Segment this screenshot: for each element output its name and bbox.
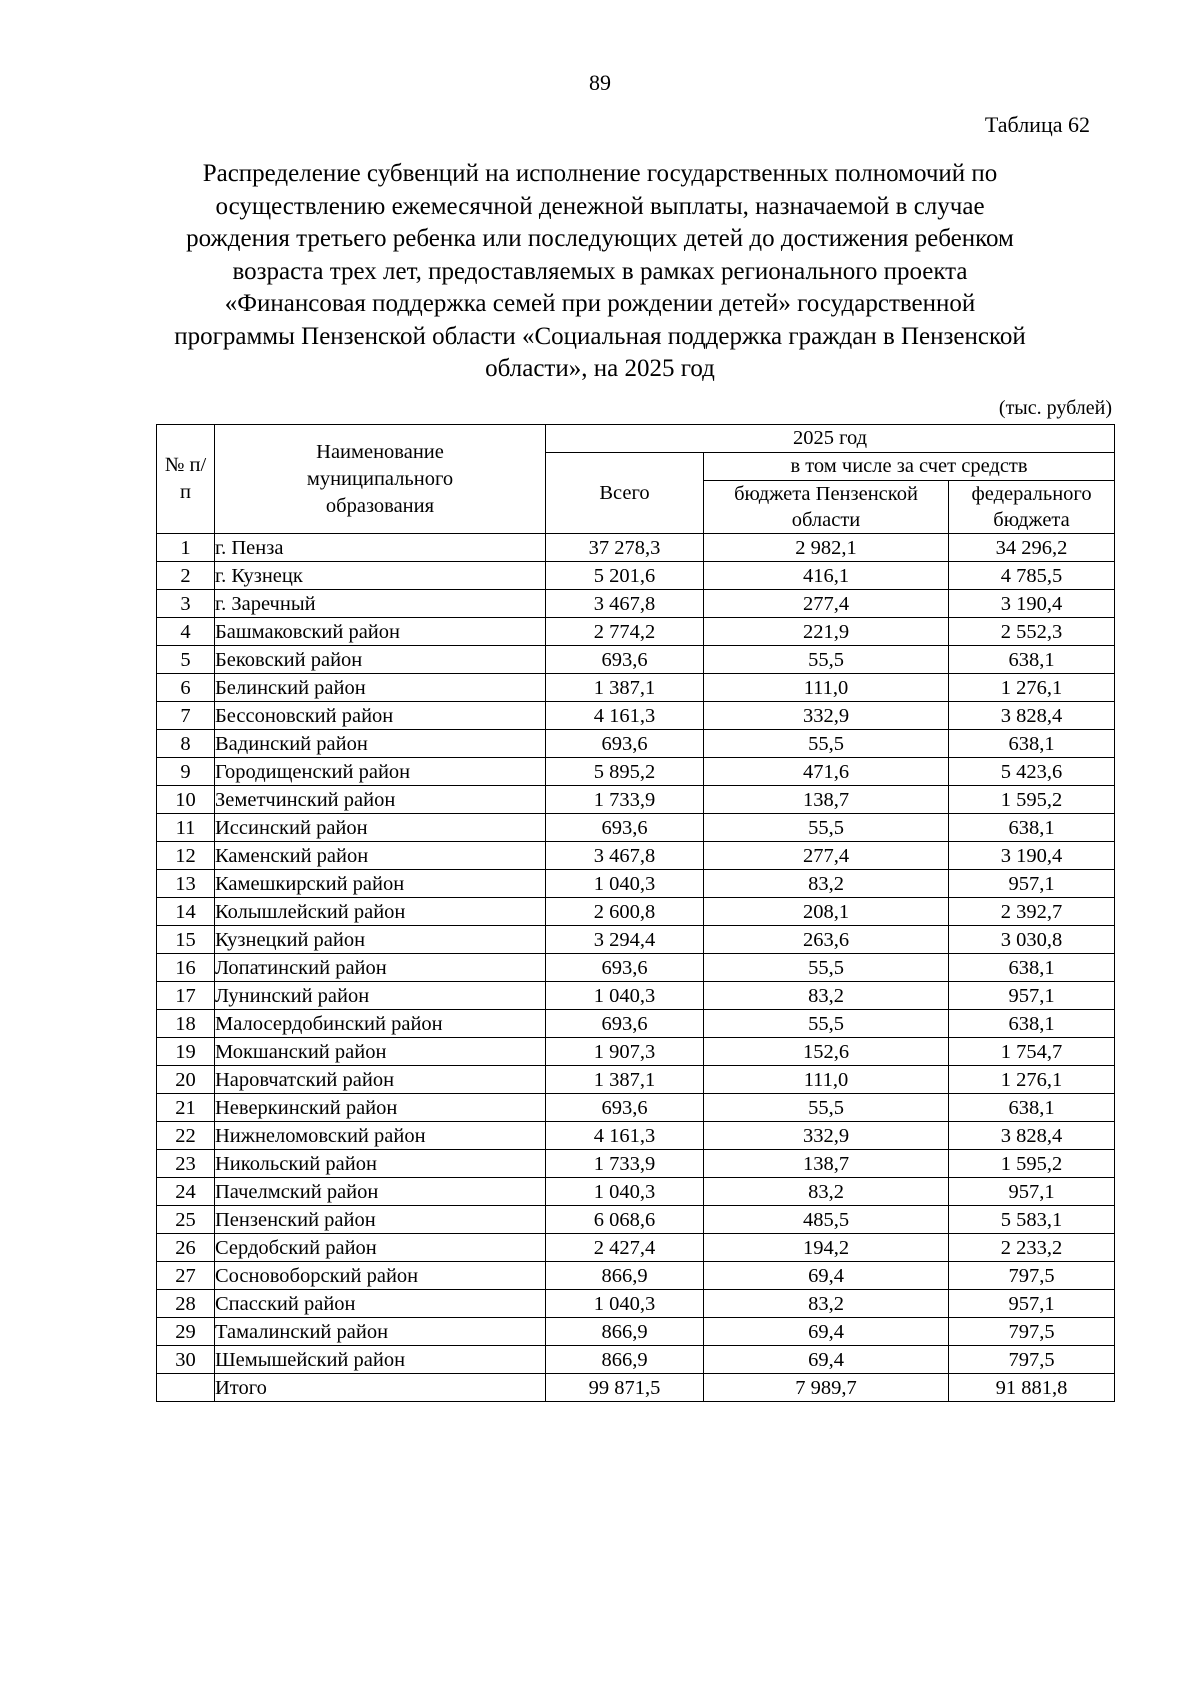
municipality-name: Бековский район	[215, 646, 546, 674]
total-value: 1 040,3	[546, 982, 704, 1010]
title-line: программы Пензенской области «Социальная поддержка граждан в Пензенской	[174, 322, 1026, 350]
federal-budget-value: 797,5	[949, 1262, 1115, 1290]
total-value: 1 907,3	[546, 1038, 704, 1066]
total-value: 693,6	[546, 814, 704, 842]
federal-budget-value: 957,1	[949, 870, 1115, 898]
header-including: в том числе за счет средств	[704, 453, 1115, 481]
municipality-name: Иссинский район	[215, 814, 546, 842]
federal-budget-value: 957,1	[949, 1178, 1115, 1206]
table-row	[157, 926, 1115, 954]
table-row	[157, 590, 1115, 618]
row-number: 22	[157, 1122, 215, 1150]
title-line: Распределение субвенций на исполнение государственных полномочий по	[202, 160, 998, 187]
total-value: 6 068,6	[546, 1206, 704, 1234]
table-row	[157, 646, 1115, 674]
total-value: 1 387,1	[546, 1066, 704, 1094]
municipality-name: Белинский район	[215, 674, 546, 702]
federal-budget-value: 957,1	[949, 982, 1115, 1010]
total-value: 866,9	[546, 1346, 704, 1374]
row-number: 28	[157, 1290, 215, 1318]
table-row	[157, 1206, 1115, 1234]
row-number: 3	[157, 590, 215, 618]
federal-budget-value: 638,1	[949, 954, 1115, 982]
municipality-name: Неверкинский район	[215, 1094, 546, 1122]
table-row	[157, 1346, 1115, 1374]
total-value: 99 871,5	[546, 1374, 704, 1402]
total-row	[157, 1374, 1115, 1402]
regional-budget-value: 138,7	[704, 786, 949, 814]
row-number: 11	[157, 814, 215, 842]
federal-budget-value: 3 828,4	[949, 1122, 1115, 1150]
row-number: 26	[157, 1234, 215, 1262]
total-value: 1 040,3	[546, 1178, 704, 1206]
regional-budget-value: 83,2	[704, 982, 949, 1010]
row-number: 4	[157, 618, 215, 646]
total-value: 693,6	[546, 730, 704, 758]
regional-budget-value: 69,4	[704, 1318, 949, 1346]
row-number: 24	[157, 1178, 215, 1206]
federal-budget-value: 2 392,7	[949, 898, 1115, 926]
federal-budget-value: 5 423,6	[949, 758, 1115, 786]
federal-budget-value: 3 828,4	[949, 702, 1115, 730]
row-number: 9	[157, 758, 215, 786]
table-row	[157, 786, 1115, 814]
table-row	[157, 562, 1115, 590]
units-note: (тыс. рублей)	[998, 397, 1112, 419]
municipality-name: Бессоновский район	[215, 702, 546, 730]
regional-budget-value: 194,2	[704, 1234, 949, 1262]
regional-budget-value: 471,6	[704, 758, 949, 786]
federal-budget-value: 3 190,4	[949, 842, 1115, 870]
regional-budget-value: 221,9	[704, 618, 949, 646]
total-value: 2 774,2	[546, 618, 704, 646]
total-value: 2 427,4	[546, 1234, 704, 1262]
municipality-name: Тамалинский район	[215, 1318, 546, 1346]
total-value: 693,6	[546, 1094, 704, 1122]
total-value: 3 467,8	[546, 842, 704, 870]
municipality-name: Кузнецкий район	[215, 926, 546, 954]
federal-budget-value: 1 595,2	[949, 786, 1115, 814]
municipality-name: Городищенский район	[215, 758, 546, 786]
table-row	[157, 702, 1115, 730]
federal-budget-value: 34 296,2	[949, 534, 1115, 562]
regional-budget-value: 277,4	[704, 590, 949, 618]
table-row	[157, 954, 1115, 982]
header-name: Наименование муниципального образования	[215, 425, 546, 534]
federal-budget-value: 638,1	[949, 1010, 1115, 1038]
municipality-name: Сосновоборский район	[215, 1262, 546, 1290]
total-value: 866,9	[546, 1318, 704, 1346]
row-number: 16	[157, 954, 215, 982]
regional-budget-value: 138,7	[704, 1150, 949, 1178]
table-label: Таблица 62	[984, 112, 1090, 137]
federal-budget-value: 797,5	[949, 1318, 1115, 1346]
federal-budget-value: 3 190,4	[949, 590, 1115, 618]
municipality-name: Нижнеломовский район	[215, 1122, 546, 1150]
regional-budget-value: 263,6	[704, 926, 949, 954]
row-number: 8	[157, 730, 215, 758]
municipality-name: Башмаковский район	[215, 618, 546, 646]
federal-budget-value: 638,1	[949, 814, 1115, 842]
municipality-name: Никольский район	[215, 1150, 546, 1178]
federal-budget-value: 638,1	[949, 646, 1115, 674]
title-line: «Финансовая поддержка семей при рождении детей» государственной	[224, 290, 976, 317]
subsidy-table	[156, 424, 1115, 1402]
table-row	[157, 1178, 1115, 1206]
row-number: 14	[157, 898, 215, 926]
regional-budget-value: 83,2	[704, 1178, 949, 1206]
municipality-name: Колышлейский район	[215, 898, 546, 926]
table-row	[157, 730, 1115, 758]
title-line: области», на 2025 год	[485, 355, 715, 382]
regional-budget-value: 69,4	[704, 1262, 949, 1290]
row-number	[157, 1374, 215, 1402]
regional-budget-value: 55,5	[704, 1094, 949, 1122]
table-row	[157, 1038, 1115, 1066]
table-row	[157, 674, 1115, 702]
regional-budget-value: 111,0	[704, 1066, 949, 1094]
municipality-name: Камешкирский район	[215, 870, 546, 898]
municipality-name: Пензенский район	[215, 1206, 546, 1234]
total-value: 1 040,3	[546, 1290, 704, 1318]
table-row	[157, 758, 1115, 786]
document-title	[105, 158, 1095, 386]
row-number: 7	[157, 702, 215, 730]
total-value: 1 733,9	[546, 1150, 704, 1178]
header-year: 2025 год	[546, 425, 1115, 453]
table-row	[157, 618, 1115, 646]
total-value: 3 294,4	[546, 926, 704, 954]
municipality-name: г. Заречный	[215, 590, 546, 618]
title-line: возраста трех лет, предоставляемых в рамках регионального проекта	[232, 257, 968, 285]
regional-budget-value: 208,1	[704, 898, 949, 926]
regional-budget-value: 55,5	[704, 1010, 949, 1038]
regional-budget-value: 83,2	[704, 1290, 949, 1318]
table-row	[157, 1066, 1115, 1094]
total-value: 37 278,3	[546, 534, 704, 562]
table-row	[157, 1234, 1115, 1262]
federal-budget-value: 91 881,8	[949, 1374, 1115, 1402]
regional-budget-value: 69,4	[704, 1346, 949, 1374]
table-row	[157, 814, 1115, 842]
municipality-name: Шемышейский район	[215, 1346, 546, 1374]
row-number: 30	[157, 1346, 215, 1374]
row-number: 6	[157, 674, 215, 702]
municipality-name: Каменский район	[215, 842, 546, 870]
row-number: 1	[157, 534, 215, 562]
table-body	[157, 534, 1115, 1402]
total-value: 1 387,1	[546, 674, 704, 702]
row-number: 19	[157, 1038, 215, 1066]
regional-budget-value: 83,2	[704, 870, 949, 898]
table-row	[157, 1122, 1115, 1150]
municipality-name: Малосердобинский район	[215, 1010, 546, 1038]
federal-budget-value: 1 276,1	[949, 674, 1115, 702]
regional-budget-value: 111,0	[704, 674, 949, 702]
total-value: 866,9	[546, 1262, 704, 1290]
page-number: 89	[589, 70, 611, 95]
total-value: 5 201,6	[546, 562, 704, 590]
header-num: № п/п	[157, 425, 215, 534]
municipality-name: Пачелмский район	[215, 1178, 546, 1206]
federal-budget-value: 1 595,2	[949, 1150, 1115, 1178]
regional-budget-value: 485,5	[704, 1206, 949, 1234]
table-row	[157, 842, 1115, 870]
total-value: 4 161,3	[546, 1122, 704, 1150]
row-number: 23	[157, 1150, 215, 1178]
municipality-name: Сердобский район	[215, 1234, 546, 1262]
municipality-name: г. Кузнецк	[215, 562, 546, 590]
header-regional: бюджета Пензенской области	[704, 481, 949, 534]
title-line: осуществлению ежемесячной денежной выплаты, назначаемой в случае	[215, 192, 985, 220]
row-number: 5	[157, 646, 215, 674]
federal-budget-value: 2 233,2	[949, 1234, 1115, 1262]
regional-budget-value: 7 989,7	[704, 1374, 949, 1402]
title-line: рождения третьего ребенка или последующих детей до достижения ребенком	[186, 225, 1014, 252]
row-number: 25	[157, 1206, 215, 1234]
regional-budget-value: 55,5	[704, 954, 949, 982]
municipality-name: Лунинский район	[215, 982, 546, 1010]
regional-budget-value: 55,5	[704, 814, 949, 842]
table-row	[157, 1150, 1115, 1178]
municipality-name: Земетчинский район	[215, 786, 546, 814]
municipality-name: Мокшанский район	[215, 1038, 546, 1066]
table-row	[157, 870, 1115, 898]
regional-budget-value: 332,9	[704, 1122, 949, 1150]
federal-budget-value: 4 785,5	[949, 562, 1115, 590]
row-number: 13	[157, 870, 215, 898]
total-value: 2 600,8	[546, 898, 704, 926]
table-row	[157, 1010, 1115, 1038]
regional-budget-value: 152,6	[704, 1038, 949, 1066]
total-value: 5 895,2	[546, 758, 704, 786]
municipality-name: Итого	[215, 1374, 546, 1402]
row-number: 29	[157, 1318, 215, 1346]
table-row	[157, 898, 1115, 926]
row-number: 10	[157, 786, 215, 814]
municipality-name: Наровчатский район	[215, 1066, 546, 1094]
header-federal: федерального бюджета	[949, 481, 1115, 534]
federal-budget-value: 5 583,1	[949, 1206, 1115, 1234]
row-number: 12	[157, 842, 215, 870]
federal-budget-value: 638,1	[949, 1094, 1115, 1122]
municipality-name: Вадинский район	[215, 730, 546, 758]
table-row	[157, 1262, 1115, 1290]
total-value: 1 040,3	[546, 870, 704, 898]
row-number: 20	[157, 1066, 215, 1094]
total-value: 693,6	[546, 954, 704, 982]
total-value: 1 733,9	[546, 786, 704, 814]
federal-budget-value: 2 552,3	[949, 618, 1115, 646]
federal-budget-value: 797,5	[949, 1346, 1115, 1374]
table-row	[157, 1318, 1115, 1346]
regional-budget-value: 277,4	[704, 842, 949, 870]
federal-budget-value: 638,1	[949, 730, 1115, 758]
total-value: 693,6	[546, 646, 704, 674]
regional-budget-value: 332,9	[704, 702, 949, 730]
regional-budget-value: 55,5	[704, 730, 949, 758]
table-header	[157, 425, 1115, 534]
municipality-name: Спасский район	[215, 1290, 546, 1318]
row-number: 21	[157, 1094, 215, 1122]
federal-budget-value: 957,1	[949, 1290, 1115, 1318]
table-row	[157, 982, 1115, 1010]
row-number: 17	[157, 982, 215, 1010]
regional-budget-value: 2 982,1	[704, 534, 949, 562]
row-number: 2	[157, 562, 215, 590]
total-value: 3 467,8	[546, 590, 704, 618]
table-row	[157, 1094, 1115, 1122]
total-value: 4 161,3	[546, 702, 704, 730]
table-row	[157, 1290, 1115, 1318]
municipality-name: Лопатинский район	[215, 954, 546, 982]
federal-budget-value: 1 276,1	[949, 1066, 1115, 1094]
row-number: 15	[157, 926, 215, 954]
municipality-name: г. Пенза	[215, 534, 546, 562]
federal-budget-value: 1 754,7	[949, 1038, 1115, 1066]
regional-budget-value: 416,1	[704, 562, 949, 590]
regional-budget-value: 55,5	[704, 646, 949, 674]
row-number: 18	[157, 1010, 215, 1038]
total-value: 693,6	[546, 1010, 704, 1038]
header-total: Всего	[546, 453, 704, 534]
row-number: 27	[157, 1262, 215, 1290]
table-row	[157, 534, 1115, 562]
federal-budget-value: 3 030,8	[949, 926, 1115, 954]
